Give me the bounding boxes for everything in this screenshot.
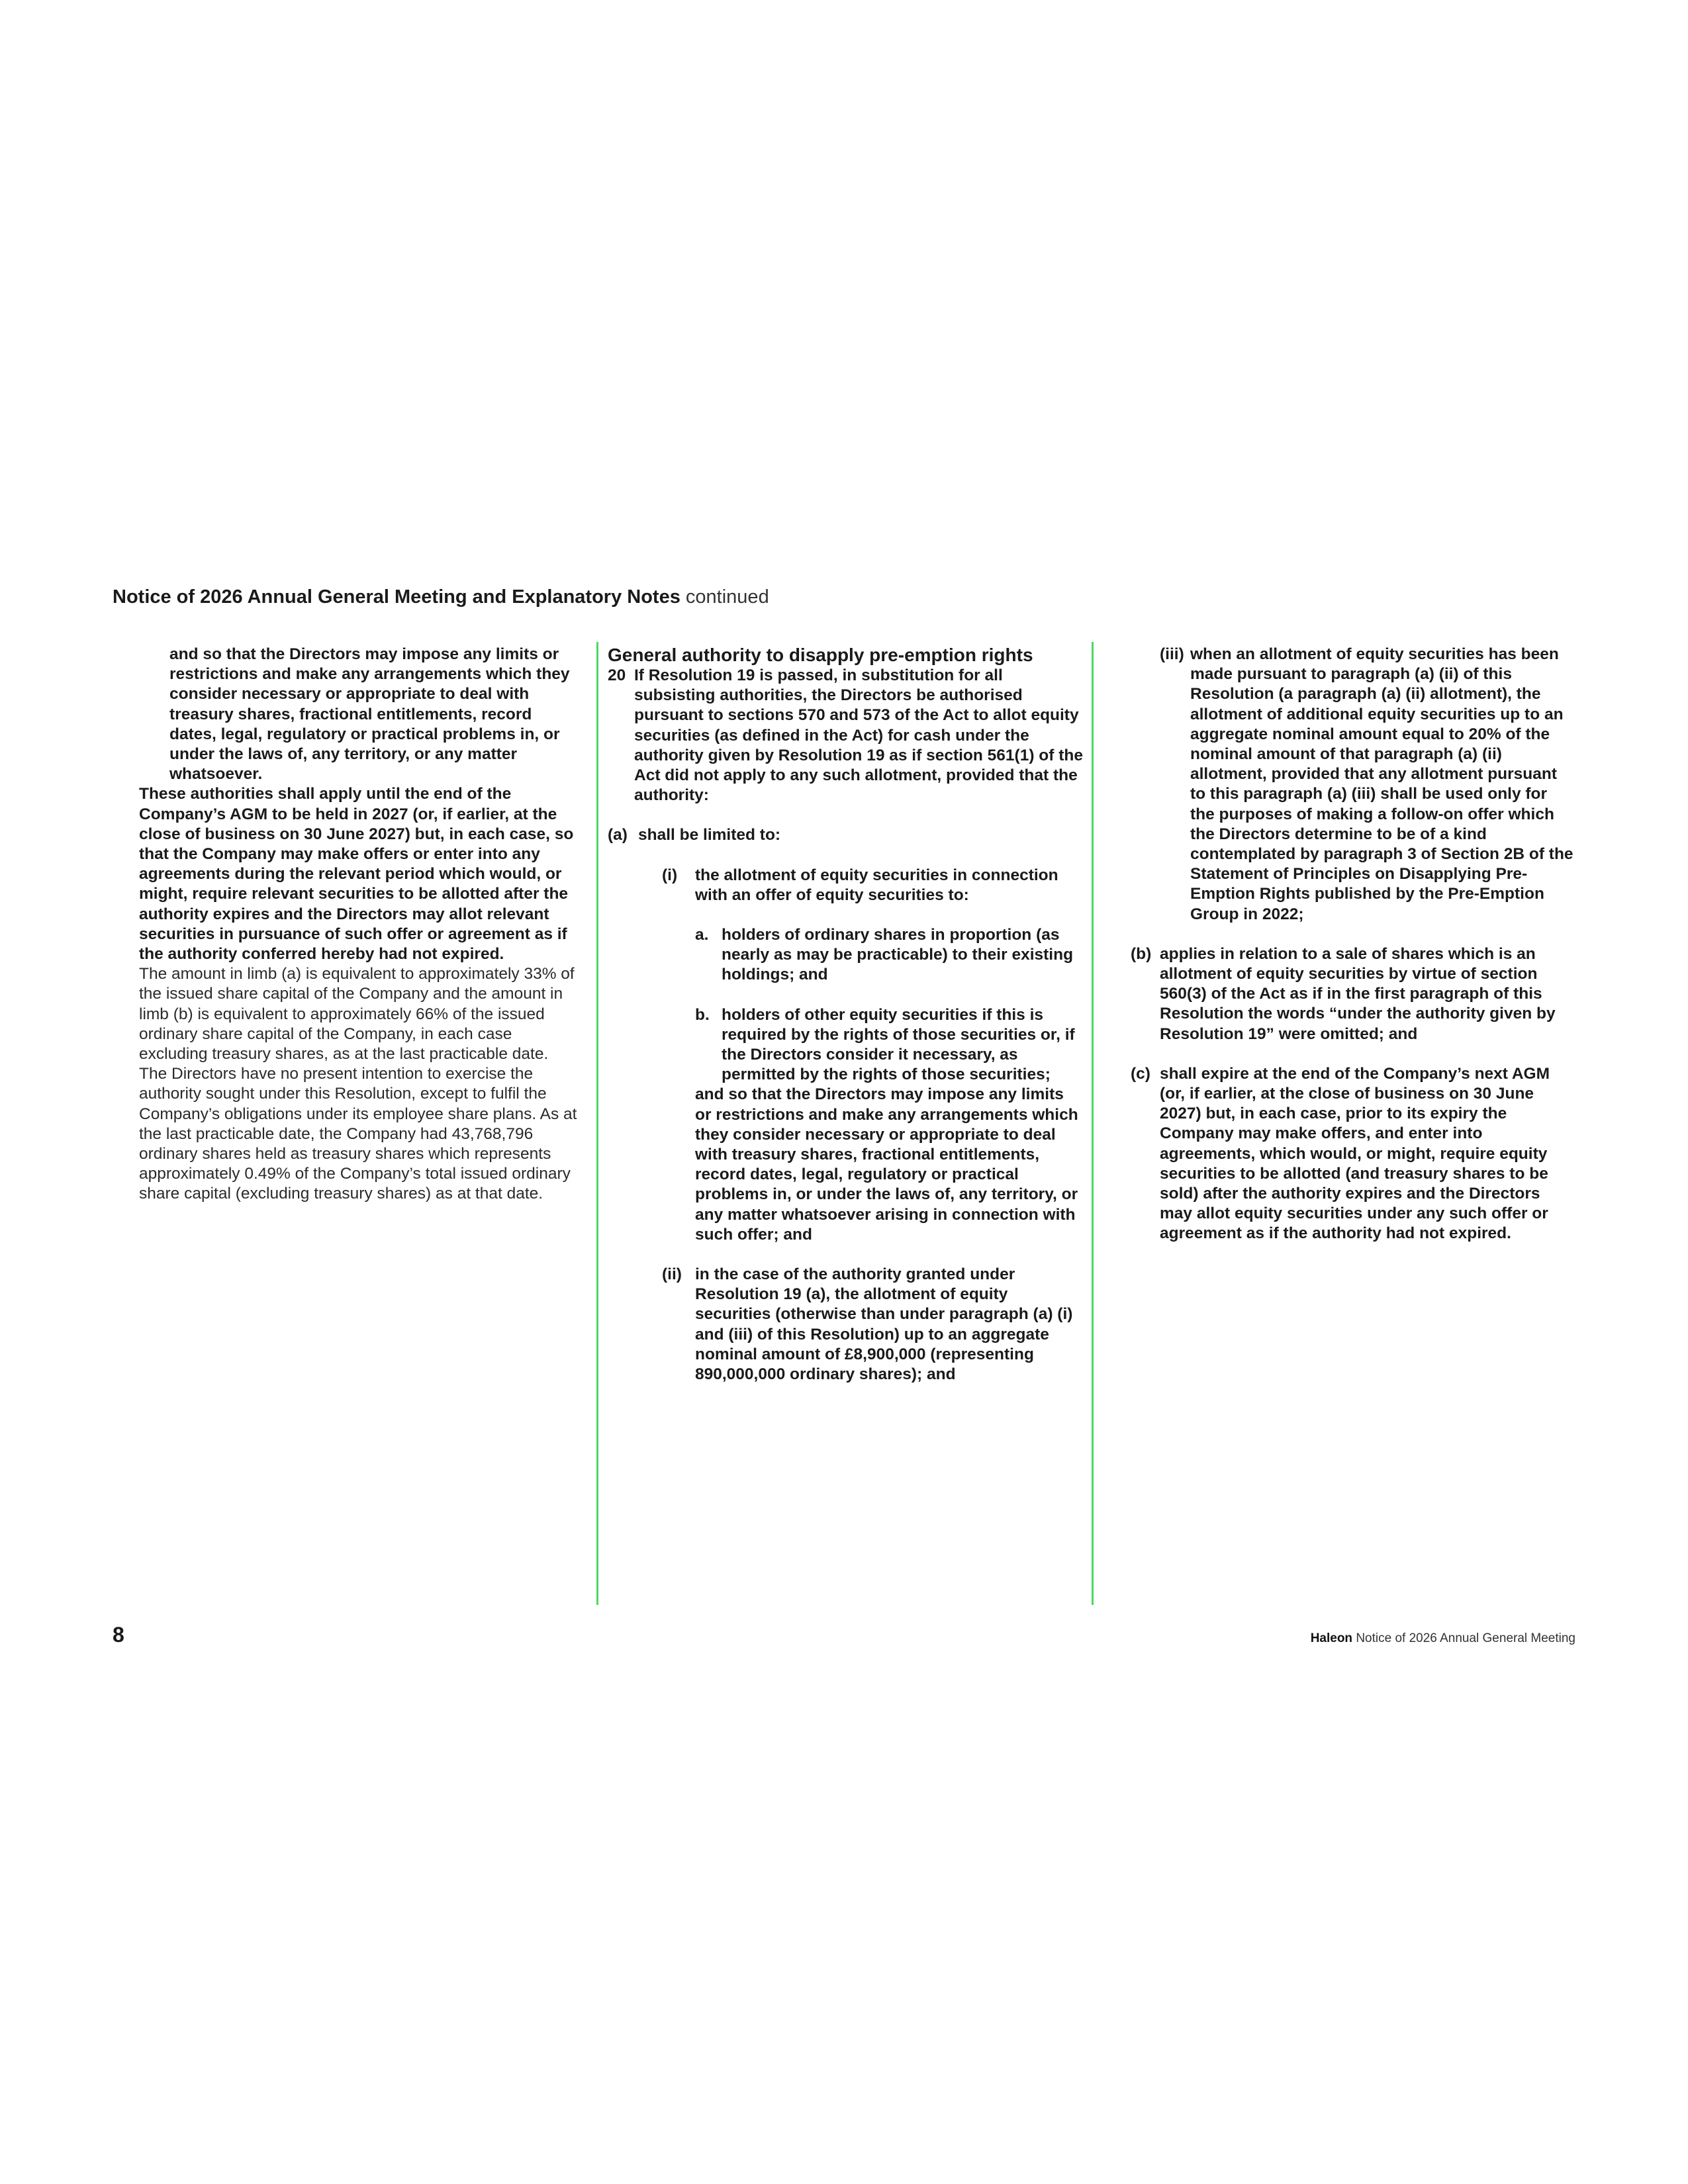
column-left — [139, 645, 581, 1205]
item-a-i-b — [695, 1005, 1084, 1085]
directors-intention-paragraph: The Directors have no present intention to exercise the authority sought under this Resolution, except to fulfil the Company’s obligations under its employee share plans. As at the last practicable date, the Company had 43,768,796 ordinary shares held as treasury shares which represents approximately 0.49% of the Company’s total issued ordinary share capital (excluding treasury shares) as at that date. — [139, 1065, 577, 1203]
page-footer — [1311, 1631, 1575, 1646]
brand-name: Haleon — [1310, 1631, 1353, 1645]
item-a-ii-label: (ii) — [662, 1265, 682, 1284]
resolution-text: If Resolution 19 is passed, in substitution for all subsisting authorities, the Directors be authorised pursuant to sections 570 and 573 of the Act to allot equity securities (as defined in the Act) for cash under the authority given by Resolution 19 as if section 561(1) of the Act did not apply to any such allotment, provided that the authority: — [634, 666, 1083, 805]
item-a-label: (a) — [608, 826, 628, 844]
item-a-iii-label: (iii) — [1160, 645, 1184, 663]
resolution-20 — [608, 666, 1084, 805]
footer-doc-title: Notice of 2026 Annual General Meeting — [1356, 1631, 1575, 1645]
item-a-i-label: (i) — [662, 866, 678, 884]
item-a-text: shall be limited to: — [638, 826, 781, 844]
authorities-paragraph: These authorities shall apply until the end of the Company’s AGM to be held in 2027 (or, if earlier, at the close of business on 30 June 2027) but, in each case, so that the Company may make offers or enter into any agreements during the relevant period which would, or might, require relevant securities to be allotted after the authority expires and the Directors may allot relevant securities in pursuance of such offer or agreement as if the authority conferred hereby had not expired. — [139, 785, 574, 964]
page-header — [113, 585, 769, 609]
item-c-text: shall expire at the end of the Company’s next AGM (or, if earlier, at the close of business on 30 June 2027) but, in each case, prior to its expiry the Company may make offers, and enter into agreements, which would, or might, require equity securities to be allotted (and treasury shares to be sold) after the authority expires and the Directors may allot equity securities under any such offer or agreement as if the authority had not expired. — [1160, 1064, 1550, 1243]
item-c — [1131, 1064, 1575, 1244]
item-a-iii-text: when an allotment of equity securities has been made pursuant to paragraph (a) (ii) of this Resolution (a paragraph (a) (ii) allotment), the allotment of additional equity securities up to an aggregate nominal amount equal to 20% of the nominal amount of that paragraph (a) (ii) allotment, provided that any allotment pursuant to this paragraph (a) (iii) shall be used only for the purposes of making a follow-on offer which the Directors determine to be of a kind contemplated by paragraph 3 of Section 2B of the Statement of Principles on Disapplying Pre-Emption Rights published by the Pre-Emption Group in 2022; — [1190, 645, 1573, 923]
item-a-i-tail: and so that the Directors may impose any limits or restrictions and make any arrangements which they consider necessary or appropriate to deal with treasury shares, fractional entitlements, record dates, legal, regulatory or practical problems in, or under the laws of, any territory, or any matter whatsoever arising in connection with such offer; and — [695, 1085, 1078, 1244]
section-heading: General authority to disapply pre-emption rights — [608, 645, 1033, 665]
item-a-i-a-text: holders of ordinary shares in proportion (as nearly as may be practicable) to their existing holdings; and — [722, 926, 1074, 984]
header-title: Notice of 2026 Annual General Meeting and Explanatory Notes — [113, 586, 680, 608]
item-a-i-b-text: holders of other equity securities if this is required by the rights of those securities or, if the Directors consider it necessary, as permitted by the rights of those securities; — [722, 1005, 1075, 1084]
item-b — [1131, 944, 1575, 1044]
item-b-label: (b) — [1131, 944, 1152, 963]
item-a — [608, 825, 1084, 845]
page-number: 8 — [113, 1623, 124, 1647]
column-divider-right — [1092, 642, 1094, 1605]
item-a-iii — [1160, 645, 1575, 925]
item-c-label: (c) — [1131, 1064, 1150, 1083]
item-a-ii-text: in the case of the authority granted under Resolution 19 (a), the allotment of equity securities (otherwise than under paragraph (a) (i) and (iii) of this Resolution) up to an aggregate nominal amount of £8,900,000 (representing 890,000,000 ordinary shares); and — [695, 1265, 1073, 1384]
item-a-i-b-label: b. — [695, 1005, 710, 1024]
column-middle — [608, 645, 1084, 1385]
item-a-i-a-label: a. — [695, 926, 709, 944]
amount-paragraph: The amount in limb (a) is equivalent to approximately 33% of the issued share capital of the Company and the amount in limb (b) is equivalent to approximately 66% of the issued ordinary share capital of the Company, in each case excluding treasury shares, as at the last practicable date. — [139, 965, 575, 1064]
item-a-i — [662, 866, 1084, 905]
resolution-number: 20 — [608, 666, 626, 684]
item-b-text: applies in relation to a sale of shares which is an allotment of equity securities by virtue of section 560(3) of the Act as if in the first paragraph of this Resolution the words “under the authority given by Resolution 19” were omitted; and — [1160, 944, 1556, 1043]
column-right — [1131, 645, 1575, 1244]
item-a-i-a — [695, 925, 1084, 985]
header-continued: continued — [685, 586, 769, 608]
column-divider-left — [596, 642, 598, 1605]
item-a-i-text: the allotment of equity securities in connection with an offer of equity securities to: — [695, 866, 1058, 904]
carry-over-text: and so that the Directors may impose any limits or restrictions and make any arrangements which they consider necessary or appropriate to deal with treasury shares, fractional entitlements, record dates, legal, regulatory or practical problems in, or under the laws of, any territory, or any matter whatsoever. — [169, 645, 570, 784]
item-a-ii — [662, 1265, 1084, 1385]
